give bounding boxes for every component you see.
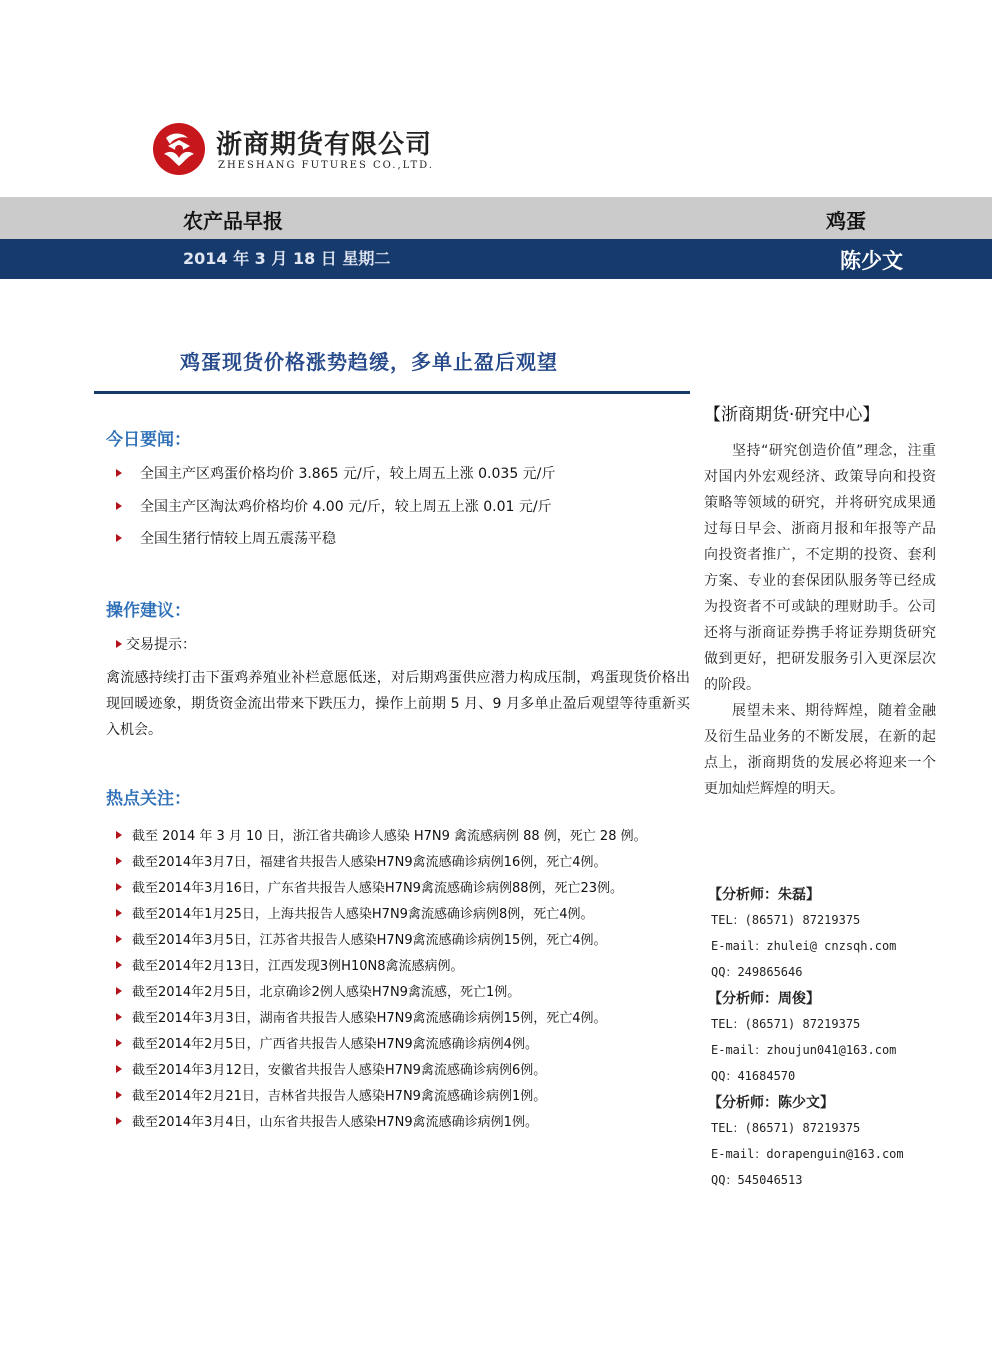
bullet-triangle-icon <box>116 909 122 917</box>
zheshang-logo-icon <box>152 122 206 176</box>
bullet-triangle-icon <box>116 1065 122 1073</box>
bullet-triangle-icon <box>116 502 122 510</box>
analyst-tel: TEL：(86571) 87219375 <box>711 1017 861 1031</box>
research-center-title: 【浙商期货·研究中心】 <box>704 405 880 425</box>
research-center-outlook: 展望未来、期待辉煌，随着金融及衍生品业务的不断发展，在新的起点上，浙商期货的发展必将迎来一个更加灿烂辉煌的明天。 <box>704 703 936 797</box>
bullet-triangle-icon <box>116 1091 122 1099</box>
analyst-email[interactable]: E-mail：dorapenguin@163.com <box>711 1147 904 1161</box>
analyst-email[interactable]: E-mail：zhoujun041@163.com <box>711 1043 897 1057</box>
company-name-cn: 浙商期货有限公司 <box>216 130 433 160</box>
bullet-triangle-icon <box>116 1013 122 1021</box>
hotspots-section-title: 热点关注： <box>106 789 191 809</box>
bullet-triangle-icon <box>116 1117 122 1125</box>
hotspot-item: 截至2014年3月4日，山东省共报告人感染H7N9禽流感确诊病例1例。 <box>116 1111 538 1130</box>
bullet-triangle-icon <box>116 640 122 648</box>
headline-divider <box>94 391 690 394</box>
bullet-triangle-icon <box>116 469 122 477</box>
hotspot-item: 截至2014年3月7日，福建省共报告人感染H7N9禽流感确诊病例16例，死亡4例。 <box>116 851 606 870</box>
bullet-triangle-icon <box>116 534 122 542</box>
news-section-title: 今日要闻： <box>106 430 191 450</box>
hotspot-item: 截至2014年2月13日，江西发现3例H10N8禽流感病例。 <box>116 955 463 974</box>
advice-text: 禽流感持续打击下蛋鸡养殖业补栏意愿低迷，对后期鸡蛋供应潜力构成压制，鸡蛋现货价格出现回暖迹象，期货资金流出带来下跌压力，操作上前期 5 月、9 月多单止盈后观望等待重新买入机会。 <box>106 670 690 738</box>
news-item: 全国主产区淘汰鸡价格均价 4.00 元/斤，较上周五上涨 0.01 元/斤 <box>116 496 552 516</box>
hotspot-item: 截至2014年1月25日，上海共报告人感染H7N9禽流感确诊病例8例，死亡4例。 <box>116 903 593 922</box>
bullet-triangle-icon <box>116 857 122 865</box>
header-band-blue <box>0 239 992 279</box>
analyst-name: 【分析师：朱磊】 <box>708 887 820 903</box>
analyst-qq: QQ：41684570 <box>711 1069 796 1083</box>
report-type: 农产品早报 <box>183 209 283 233</box>
analyst-tel: TEL：(86571) 87219375 <box>711 913 861 927</box>
bullet-triangle-icon <box>116 883 122 891</box>
hotspot-item: 截至2014年2月5日，广西省共报告人感染H7N9禽流感确诊病例4例。 <box>116 1033 538 1052</box>
hotspot-item: 截至2014年2月5日，北京确诊2例人感染H7N9禽流感，死亡1例。 <box>116 981 520 1000</box>
analyst-email[interactable]: E-mail：zhulei@ cnzsqh.com <box>711 939 897 953</box>
hotspot-item: 截至2014年3月12日，安徽省共报告人感染H7N9禽流感确诊病例6例。 <box>116 1059 546 1078</box>
analyst-tel: TEL：(86571) 87219375 <box>711 1121 861 1135</box>
hotspot-item: 截至 2014 年 3 月 10 日，浙江省共确诊人感染 H7N9 禽流感病例 88 例，死亡 28 例。 <box>116 825 647 844</box>
research-center-intro: 坚持“研究创造价值”理念，注重对国内外宏观经济、政策导向和投资策略等领域的研究，并将研究成果通过每日早会、浙商月报和年报等产品向投资者推广，不定期的投资、套利方案、专业的套保团队服务等已经成为投资者不可或缺的理财助手。公司还将与浙商证券携手将证券期货研究做到更好，把研发服务引入更深层次的阶段。 <box>704 443 936 693</box>
bullet-triangle-icon <box>116 961 122 969</box>
bullet-triangle-icon <box>116 831 122 839</box>
trade-tip-label: 交易提示： <box>116 634 196 654</box>
bullet-triangle-icon <box>116 987 122 995</box>
hotspot-item: 截至2014年2月21日，吉林省共报告人感染H7N9禽流感确诊病例1例。 <box>116 1085 546 1104</box>
hotspot-item: 截至2014年3月5日，江苏省共报告人感染H7N9禽流感确诊病例15例，死亡4例。 <box>116 929 606 948</box>
news-item: 全国主产区鸡蛋价格均价 3.865 元/斤，较上周五上涨 0.035 元/斤 <box>116 463 555 483</box>
report-date: 2014 年 3 月 18 日 星期二 <box>183 249 391 268</box>
analyst-name: 【分析师：周俊】 <box>708 991 820 1007</box>
bullet-triangle-icon <box>116 1039 122 1047</box>
analyst-qq: QQ：545046513 <box>711 1173 803 1187</box>
analyst-name: 【分析师：陈少文】 <box>708 1095 834 1111</box>
commodity-label: 鸡蛋 <box>826 209 866 233</box>
advice-section-title: 操作建议： <box>106 601 191 621</box>
page-headline: 鸡蛋现货价格涨势趋缓，多单止盈后观望 <box>180 350 558 374</box>
company-logo <box>152 122 452 178</box>
bullet-triangle-icon <box>116 935 122 943</box>
company-name-en: ZHESHANG FUTURES CO.,LTD. <box>218 160 434 171</box>
hotspot-item: 截至2014年3月16日，广东省共报告人感染H7N9禽流感确诊病例88例，死亡23例。 <box>116 877 623 896</box>
analyst-qq: QQ：249865646 <box>711 965 803 979</box>
header-band-grey <box>0 197 992 239</box>
hotspot-item: 截至2014年3月3日，湖南省共报告人感染H7N9禽流感确诊病例15例，死亡4例。 <box>116 1007 606 1026</box>
news-item: 全国生猪行情较上周五震荡平稳 <box>116 528 336 548</box>
report-author: 陈少文 <box>840 249 903 273</box>
